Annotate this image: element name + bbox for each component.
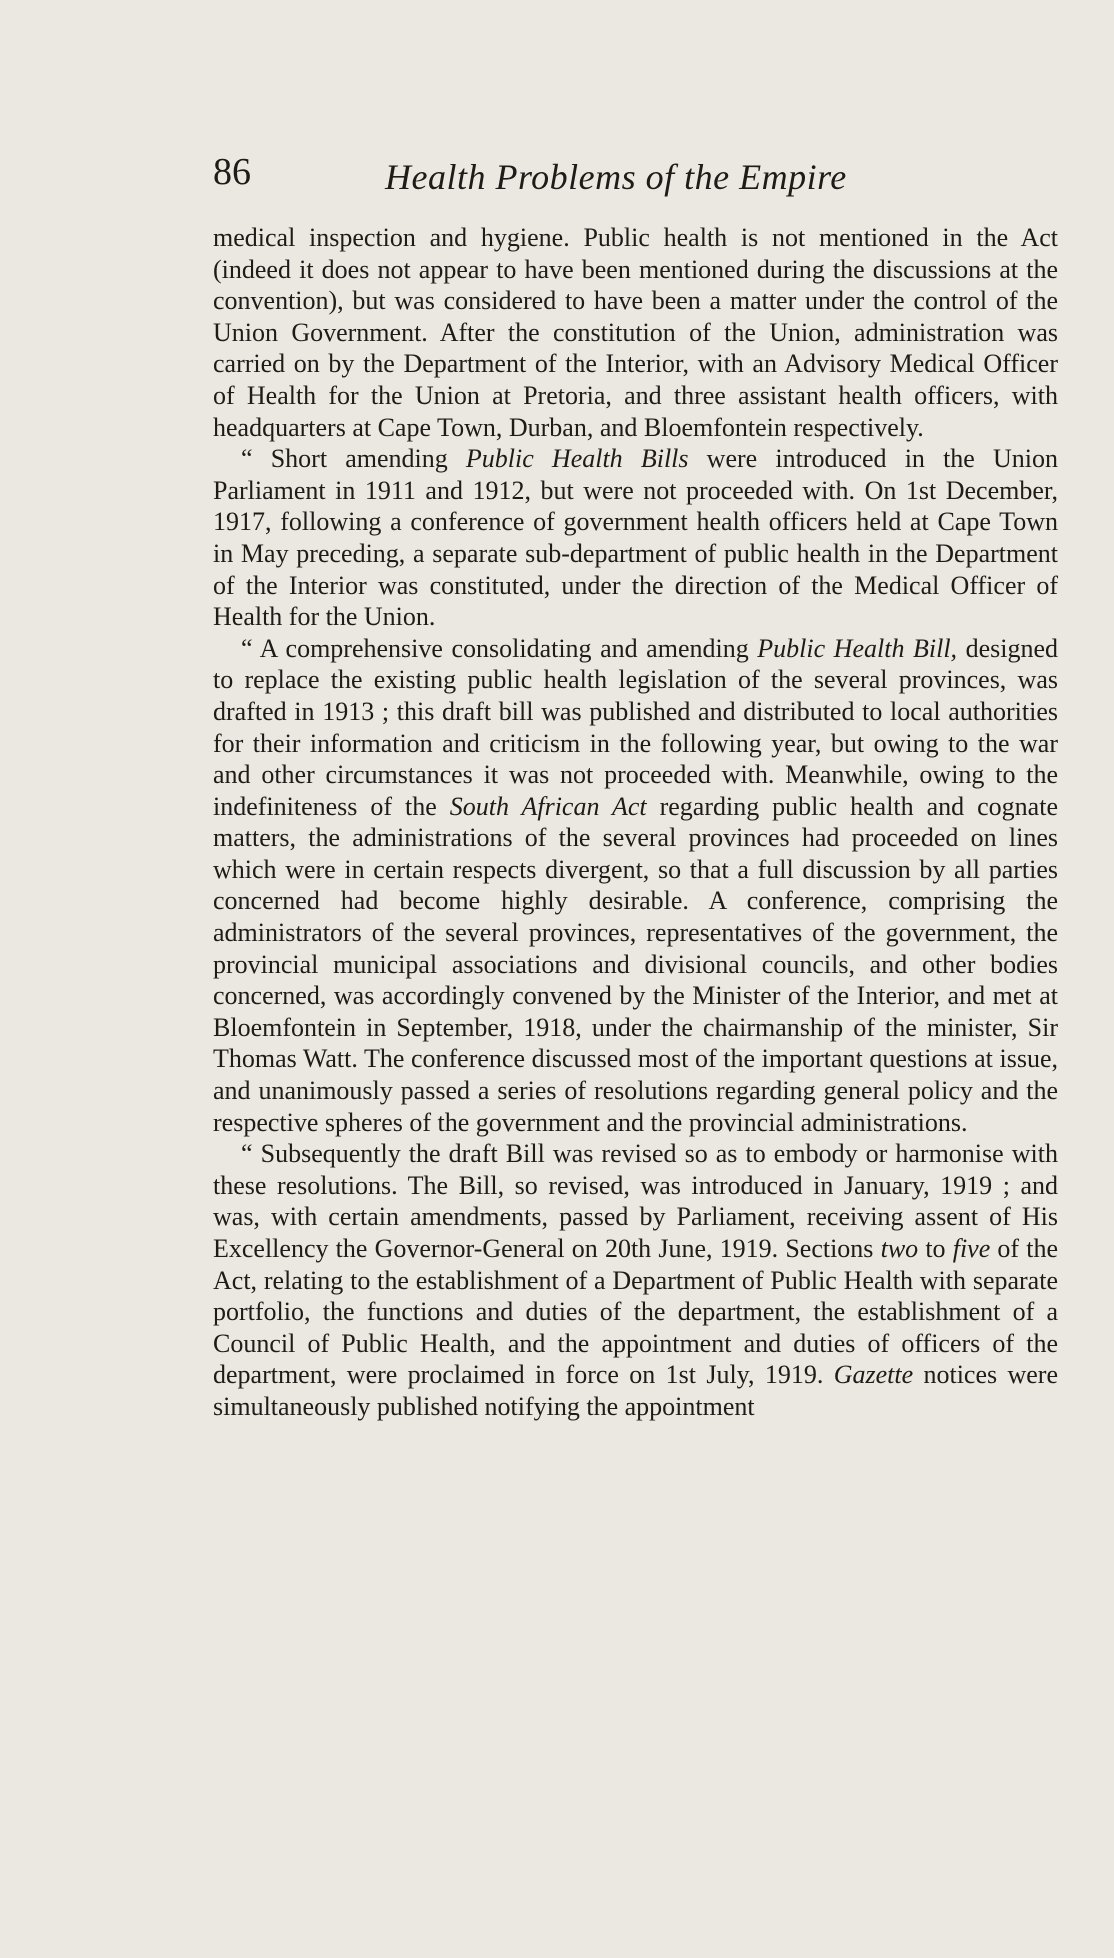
paragraph-1-text: medical inspection and hygiene. Public health is not mentioned in the Act (indeed it does not appear to have been mentioned during the discussions at the convention), but was considered to have been a matter under the control of the Union Government. After the constitution of the Union, administration was carried on by the Department of the Interior, with an Advisory Medical Officer of Health for the Union at Pretoria, and three assistant health officers, with headquarters at Cape Town, Durban, and Bloemfontein respectively. — [213, 223, 1058, 442]
paragraph-2-text: “ Short amending — [241, 444, 466, 474]
paragraph-3-text: “ A comprehensive consolidating and amending — [241, 633, 758, 663]
paragraph-3-text: designed to replace the existing public health legislation of the several provinces, was drafted in 1913 ; this draft bill was published and distributed to local authorities for their information and criticism in the following year, but owing to the war and other circumstances it was not proceeded with. Meanwhile, owing to the indefiniteness of the — [213, 633, 1059, 821]
paragraph-4-text: “ Subsequently the draft Bill was revised so as to embody or harmonise with these resolutions. The Bill, so revised, was introduced in January, 1919 ; and was, with certain amendments, passed by Parliament, receiving assent of His Excellency the Governor-General on 20th June, 1919. Sections — [213, 1139, 1058, 1263]
paragraph-3-italic-text: Public Health Bill, — [757, 633, 958, 663]
paragraph-4-italic-text: two — [880, 1234, 919, 1263]
paragraph-3 — [213, 633, 1058, 1139]
paragraph-3-italic-text: South African Act — [449, 791, 647, 821]
paragraph-2-text: were introduced in the Union Parliament in 1911 and 1912, but were not proceeded with. On 1st December, 1917, following a conference of government health officers held at Cape Town in May preceding, a separate sub-department of public health in the Department of the Interior was constituted, under the direction of the Medical Officer of Health for the Union. — [213, 444, 1058, 632]
paragraph-4-italic-text: Gazette — [833, 1360, 914, 1390]
page-number: 86 — [213, 151, 251, 193]
page-header — [213, 150, 1058, 206]
paragraph-2-italic-text: Public Health Bills — [465, 444, 689, 474]
running-title: Health Problems of the Empire — [385, 157, 847, 197]
paragraph-4-text: of the Act, relating to the establishment of a Department of Public Health with separate portfolio, the functions and duties of the department, the establishment of a Council of Public Health, and the appointment and duties of officers of the department, were proclaimed in force on 1st July, 1919. — [213, 1234, 1058, 1390]
paragraph-4 — [213, 1138, 1058, 1422]
paragraph-4-text: notices were simultaneously published notifying the appointment — [213, 1360, 1058, 1421]
paragraph-3-text: regarding public health and cognate matters, the administrations of the several provinces had proceeded on lines which were in certain respects divergent, so that a full discussion by all parties concerned had become highly desirable. A conference, comprising the administrators of the several provinces, representatives of the government, the provincial municipal associations and divisional councils, and other bodies concerned, was accordingly convened by the Minister of the Interior, and met at Bloemfontein in September, 1918, under the chairmanship of the minister, Sir Thomas Watt. The conference discussed most of the important questions at issue, and unanimously passed a series of resolutions regarding general policy and the respective spheres of the government and the provincial administrations. — [213, 791, 1058, 1137]
paragraph-4-italic-text: five — [952, 1234, 991, 1263]
paragraph-4-text: to — [918, 1234, 953, 1263]
paragraph-2 — [213, 443, 1058, 633]
paragraph-1 — [213, 222, 1058, 443]
body-text — [213, 222, 1058, 1423]
